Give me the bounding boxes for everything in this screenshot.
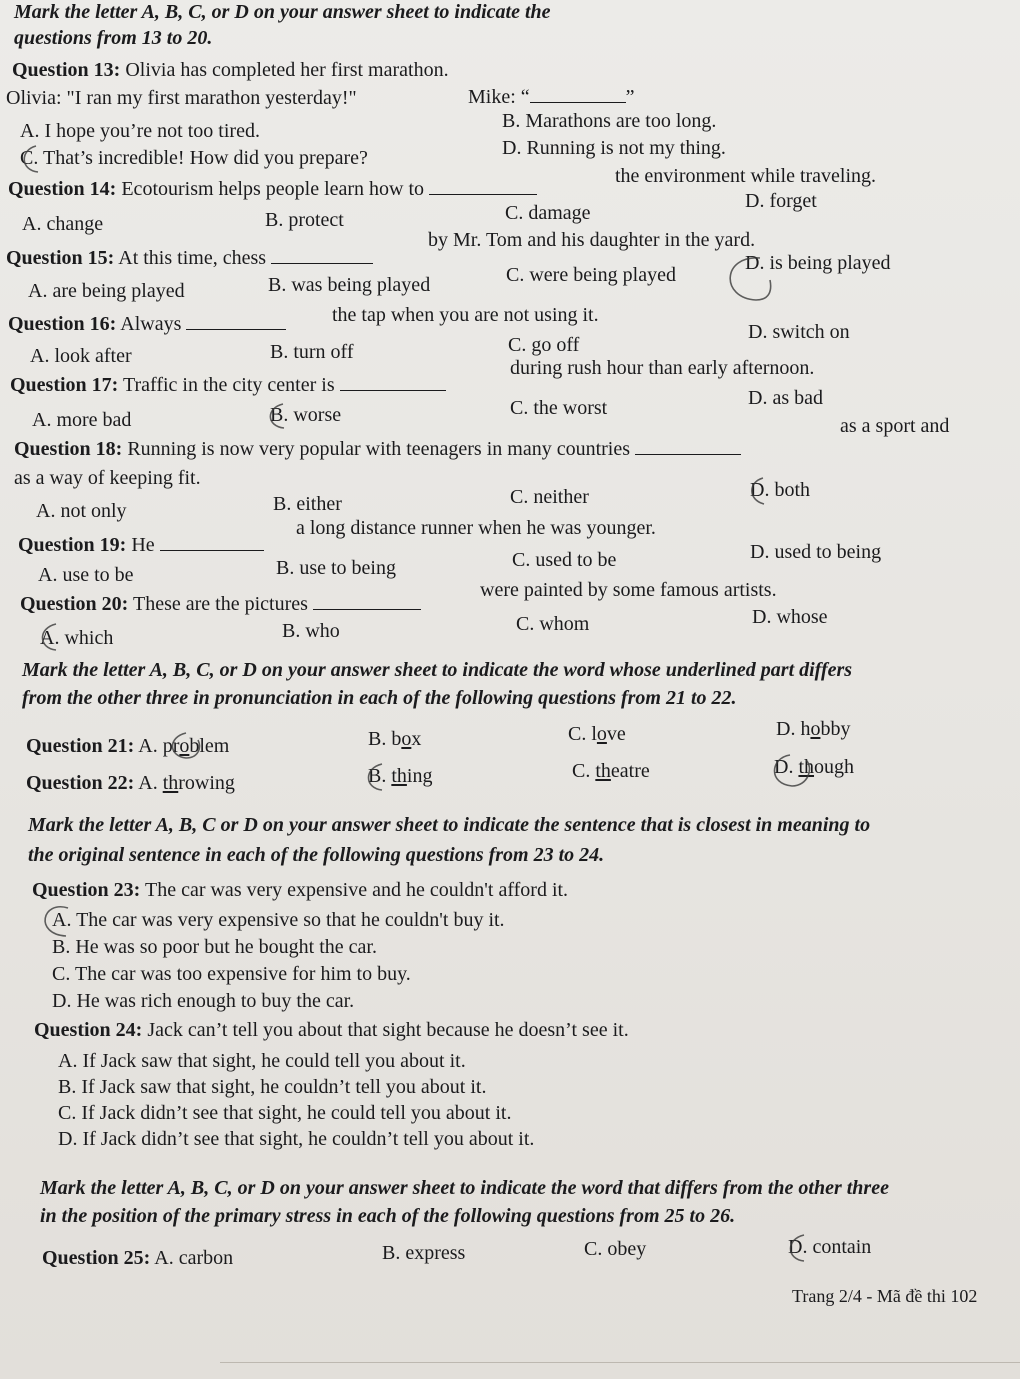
q14-option-d: D. forget [745, 190, 817, 212]
q20-stem-line [20, 591, 421, 616]
q15-option-b: B. was being played [268, 274, 431, 296]
q18-stem-line [14, 436, 741, 461]
q25-option-a [42, 1246, 233, 1270]
q24-option-d: D. If Jack didn’t see that sight, he couldn’t tell you about it. [58, 1128, 535, 1150]
q19-option-a: A. use to be [38, 564, 134, 586]
q24-stem: Jack can’t tell you about that sight because he doesn’t see it. [147, 1019, 629, 1041]
q21-a-pre: A. pr [138, 735, 180, 757]
q17-stem-line [10, 372, 446, 397]
q22-b-pre: B. [368, 765, 392, 787]
q14-option-a: A. change [22, 213, 104, 235]
q23-option-d: D. He was rich enough to buy the car. [52, 990, 355, 1012]
q17-option-a: A. more bad [32, 409, 132, 431]
q18-after: as a sport and [840, 415, 950, 437]
q13-stem: Olivia has completed her first marathon. [125, 59, 449, 81]
q21-c-pre: C. l [568, 723, 597, 745]
q13-dialogue-olivia: Olivia: "I ran my first marathon yesterday!" [6, 87, 357, 109]
q19-label: Question 19: [18, 534, 127, 556]
q21-d-underlined: o [810, 718, 821, 740]
q24-option-c: C. If Jack didn’t see that sight, he could tell you about it. [58, 1102, 512, 1124]
q15-blank [271, 245, 373, 264]
q19-option-d: D. used to being [750, 541, 882, 563]
q21-b-underlined: o [401, 728, 412, 750]
q13-dialogue-mike [468, 84, 635, 109]
q16-blank [186, 311, 286, 330]
section-3-line-2: the original sentence in each of the following questions from 23 to 24. [28, 844, 605, 866]
q24-label: Question 24: [34, 1019, 143, 1041]
q16-before: Always [120, 313, 182, 335]
q14-before: Ecotourism helps people learn how to [121, 178, 425, 200]
q22-option-c [572, 759, 650, 783]
q25-label: Question 25: [42, 1247, 151, 1269]
q17-option-d: D. as bad [748, 387, 823, 409]
q22-c-underlined: th [595, 760, 611, 782]
q15-label: Question 15: [6, 247, 115, 269]
q22-option-a [26, 771, 235, 795]
q25-option-c: C. obey [584, 1238, 647, 1260]
q13-option-b: B. Marathons are too long. [502, 110, 717, 132]
q18-label: Question 18: [14, 438, 123, 460]
q20-after: were painted by some famous artists. [480, 579, 777, 601]
q13-option-d: D. Running is not my thing. [502, 137, 726, 159]
q22-option-d [774, 755, 854, 779]
q13-mike-close: ” [625, 86, 635, 108]
q18-before: Running is now very popular with teenagers in many countries [127, 438, 631, 460]
q21-label: Question 21: [26, 735, 135, 757]
q15-option-d: D. is being played [745, 252, 891, 274]
q18-option-a: A. not only [36, 500, 127, 522]
q20-option-b: B. who [282, 620, 340, 642]
q14-option-b: B. protect [265, 209, 344, 231]
q19-stem-line [18, 532, 264, 557]
q21-a-post: blem [189, 735, 230, 757]
q18-line-2: as a way of keeping fit. [14, 467, 201, 489]
q19-blank [160, 532, 264, 551]
q21-c-underlined: o [596, 723, 607, 745]
q15-after: by Mr. Tom and his daughter in the yard. [428, 229, 756, 251]
page-footer: Trang 2/4 - Mã đề thi 102 [792, 1286, 978, 1306]
q24-stem-line [34, 1018, 629, 1042]
q20-option-a: A. which [40, 627, 114, 649]
q25-option-d: D. contain [788, 1236, 872, 1258]
q15-stem-line [6, 245, 373, 270]
q16-option-d: D. switch on [748, 321, 850, 343]
intro-line-2: questions from 13 to 20. [14, 27, 213, 49]
q13-label: Question 13: [12, 59, 121, 81]
q24-option-a: A. If Jack saw that sight, he could tell you about it. [58, 1050, 466, 1072]
bottom-divider [220, 1362, 1020, 1363]
q23-label: Question 23: [32, 879, 141, 901]
q16-stem-line [8, 311, 286, 336]
q19-before: He [131, 534, 155, 556]
q22-option-b [368, 764, 432, 788]
q19-option-c: C. used to be [512, 549, 617, 571]
q13-blank [530, 84, 626, 103]
q22-d-pre: D. [774, 756, 799, 778]
q21-option-c [568, 722, 626, 746]
q25-option-b: B. express [382, 1242, 466, 1264]
q22-b-post: ing [406, 765, 433, 787]
q17-blank [340, 372, 446, 391]
section-4-line-1: Mark the letter A, B, C, or D on your answer sheet to indicate the word that differs from the other three [40, 1177, 889, 1199]
q19-option-b: B. use to being [276, 557, 396, 579]
q22-c-pre: C. [572, 760, 596, 782]
q16-after: the tap when you are not using it. [332, 304, 599, 326]
q18-option-b: B. either [273, 493, 342, 515]
q14-label: Question 14: [8, 178, 117, 200]
q24-option-b: B. If Jack saw that sight, he couldn’t tell you about it. [58, 1076, 487, 1098]
section-2-line-1: Mark the letter A, B, C, or D on your answer sheet to indicate the word whose underlined part differs [22, 659, 853, 681]
q20-option-d: D. whose [752, 606, 828, 628]
q15-option-c: C. were being played [506, 264, 676, 286]
q14-after: the environment while traveling. [615, 165, 877, 187]
q14-option-c: C. damage [505, 202, 591, 224]
q20-option-c: C. whom [516, 613, 590, 635]
section-2-line-2: from the other three in pronunciation in each of the following questions from 21 to 22. [22, 687, 737, 709]
q17-before: Traffic in the city center is [122, 374, 335, 396]
q25-a: A. carbon [154, 1247, 234, 1269]
q21-d-post: bby [820, 718, 851, 740]
q20-before: These are the pictures [132, 593, 308, 615]
intro-line-1: Mark the letter A, B, C, or D on your answer sheet to indicate the [14, 1, 551, 23]
q18-blank [635, 436, 741, 455]
q20-blank [313, 591, 421, 610]
q21-d-pre: D. h [776, 718, 811, 740]
section-3-line-1: Mark the letter A, B, C or D on your answer sheet to indicate the sentence that is closest in meaning to [28, 814, 871, 836]
q23-option-b: B. He was so poor but he bought the car. [52, 936, 377, 958]
q21-option-a [26, 734, 229, 758]
section-4-line-2: in the position of the primary stress in each of the following questions from 25 to 26. [40, 1205, 736, 1227]
q21-a-underlined: o [179, 735, 190, 757]
q22-a-pre: A. [138, 772, 163, 794]
q23-option-c: C. The car was too expensive for him to buy. [52, 963, 411, 985]
q17-option-c: C. the worst [510, 397, 608, 419]
q21-option-d [776, 717, 850, 741]
q16-option-b: B. turn off [270, 341, 354, 363]
q22-d-post: ough [814, 756, 855, 778]
q17-option-b: B. worse [270, 404, 342, 426]
q13-mike-open: Mike: “ [468, 86, 530, 108]
q17-after: during rush hour than early afternoon. [510, 357, 815, 379]
q21-option-b [368, 727, 421, 751]
q18-option-c: C. neither [510, 486, 589, 508]
q13-option-c: C. That’s incredible! How did you prepare? [20, 147, 368, 169]
q22-d-underlined: th [798, 756, 815, 778]
q13-stem-line [12, 58, 449, 82]
q14-blank [429, 176, 537, 195]
q15-option-a: A. are being played [28, 280, 185, 302]
q23-stem-line [32, 878, 568, 902]
q19-after: a long distance runner when he was younger. [296, 517, 656, 539]
q21-b-post: x [411, 728, 422, 750]
q17-label: Question 17: [10, 374, 119, 396]
q23-stem: The car was very expensive and he couldn't afford it. [144, 879, 569, 901]
q22-b-underlined: th [391, 765, 407, 787]
q13-option-a: A. I hope you’re not too tired. [20, 120, 260, 142]
q22-a-post: rowing [178, 772, 235, 794]
q16-option-a: A. look after [30, 345, 132, 367]
q14-stem-line [8, 176, 537, 201]
q23-option-a: A. The car was very expensive so that he couldn't buy it. [52, 909, 505, 931]
q20-label: Question 20: [20, 593, 129, 615]
q22-label: Question 22: [26, 772, 135, 794]
q16-label: Question 16: [8, 313, 117, 335]
q18-option-d: D. both [750, 479, 810, 501]
q22-a-underlined: th [162, 772, 179, 794]
q21-b-pre: B. b [368, 728, 402, 750]
q16-option-c: C. go off [508, 334, 580, 356]
q22-c-post: eatre [610, 760, 650, 782]
q15-before: At this time, chess [118, 247, 267, 269]
q21-c-post: ve [606, 723, 626, 745]
